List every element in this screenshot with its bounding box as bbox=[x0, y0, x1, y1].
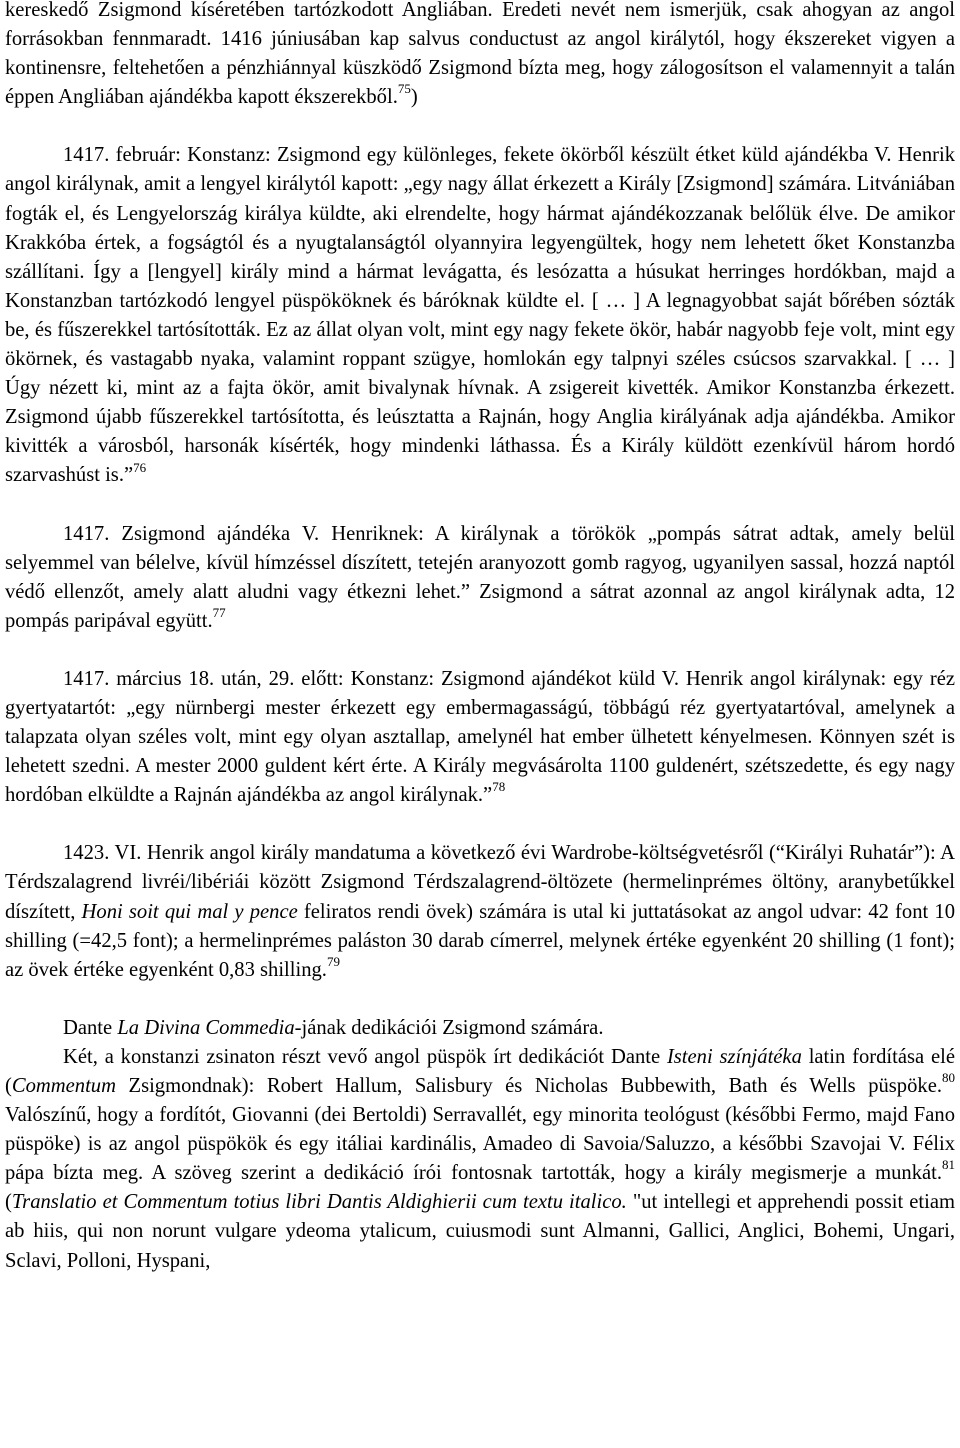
italic-text: Honi soit qui mal y pence bbox=[81, 900, 298, 923]
footnote-ref: 81 bbox=[942, 1157, 955, 1173]
text-run: 1417. március 18. után, 29. előtt: Konstanz: Zsigmond ajándékot küld V. Henrik angol királynak: egy réz gyertyatartót: „egy nürnbergi mester érkezett egy embermagasságú, többágú réz gyertyatartóval, amelynek a talapzata olyan széles volt, mint egy olyan asztallap, amelynél hat ember ülhetett kényelmesen. Könnyen szét is lehetett szedni. A mester 2000 guldent kért érte. A Király megvásárolta 1100 guldenért, szétszedette, és egy nagy hordóban elküldte a Rajnán ajándékba az angol királynak.” bbox=[5, 667, 955, 807]
paragraph-p6 bbox=[5, 1014, 955, 1043]
footnote-ref: 76 bbox=[133, 459, 147, 475]
italic-text: La Divina Commedia bbox=[117, 1016, 295, 1039]
text-run: latin fordítása elé ( bbox=[5, 1045, 955, 1097]
text-run: Zsigmondnak): Robert Hallum, Salisbury és Nicholas Bubbewith, Bath és Wells püspöke. bbox=[115, 1075, 942, 1097]
paragraph-p4 bbox=[5, 665, 955, 810]
footnote-ref: 80 bbox=[942, 1070, 955, 1086]
paragraph-p5 bbox=[5, 839, 955, 984]
text-run: Két, a konstanzi zsinaton részt vevő angol püspök írt dedikációt Dante bbox=[63, 1045, 667, 1068]
footnote-ref: 79 bbox=[326, 953, 340, 969]
text-run: 1423. VI. Henrik angol király mandatuma a következő évi Wardrobe-költségvetésről (“Királyi Ruhatár”): A Térdszalagrend livréi/libériái között Zsigmond Térdszalagrend-öltözete (hermelinprémes öltöny, aranybetűkkel díszített, bbox=[5, 842, 955, 923]
footnote-ref: 75 bbox=[397, 81, 411, 97]
italic-text: Isteni színjátéka bbox=[666, 1045, 802, 1068]
text-run: ) bbox=[410, 86, 418, 109]
text-run: Dante bbox=[63, 1016, 118, 1039]
text-run: -jának dedikációi Zsigmond számára. bbox=[294, 1016, 604, 1039]
text-run: 1417. február: Konstanz: Zsigmond egy különleges, fekete ökörből készült étket küld ajándékba V. Henrik angol királynak, amit a lengyel királytól kapott: „egy nagy állat érkezett a Király [Zsigmond] számára. Litvániában fogták el, és Lengyelország királya küldte, aki elrendelte, hogy hármat ajándékozzanak belőlük élve. De amikor Krakkóba értek, a fogságtól és a nyugtalanságtól olyannyira legyengültek, hogy nem lehetett őket Konstanzba szállítani. Így a [lengyel] király mind a hármat levágatta, és lesózatta a húsukat herringes hordókban, majd a Konstanzban tartózkodó lengyel püspököknek és báróknak küldte el. [ … ] A legnagyobbat saját bőrében sózták be, és fűszerekkel tartósították. Ez az állat olyan volt, mint egy nagy fekete ökör, habár nagyobb feje volt, mint egy ökörnek, és vastagabb nyaka, valamint roppant szügye, homlokán egy talpnyi széles csúcsos szarvakkal. [ … ] Úgy nézett ki, mint az a fajta ökör, amit bivalynak hívnak. A zsigereit kivették. Amikor Konstanzba érkezett. Zsigmond újabb fűszerekkel tartósította, és leúsztatta a Rajnán, hogy Anglia királyának adja ajándékba. Amikor kivitték a városból, harsonák kísérték, hogy mindenki láthassa. És a Király küldött ezenkívül három hordó szarvashúst is.” bbox=[5, 144, 955, 487]
paragraph-gap bbox=[5, 636, 955, 665]
paragraph-gap bbox=[5, 491, 955, 520]
text-run: Valószínű, hogy a fordítót, Giovanni (dei Bertoldi) Serravallét, egy minorita teológust (későbbi Fermo, majd Fano püspöke) is az angol püspökök és egy itáliai kardinális, Amadeo di Savoia/Saluzzo, a későbbi Szavojai V. Félix pápa bízta meg. A szöveg szerint a dedikáció írói fontosnak tartották, hogy a király megismerje a munkát. bbox=[5, 1104, 955, 1185]
paragraph-gap bbox=[5, 810, 955, 839]
paragraph-gap bbox=[5, 112, 955, 141]
paragraph-p3 bbox=[5, 520, 955, 636]
text-run: ( bbox=[5, 1191, 12, 1214]
paragraph-gap bbox=[5, 985, 955, 1014]
document-page bbox=[5, 0, 955, 1276]
paragraph-p7 bbox=[5, 1043, 955, 1276]
italic-text: Commentum bbox=[11, 1075, 116, 1097]
text-run: kereskedő Zsigmond kíséretében tartózkodott Angliában. Eredeti nevét nem ismerjük, csak ahogyan az angol forrásokban fennmaradt. 1416 júniusában kap salvus conductust az angol királytól, hogy ékszereket vigyen a kontinensre, feltehetően a pénzhiánnyal küszködő Zsigmond bízta meg, hogy zálogosítson el valamennyit a talán éppen Angliában ajándékba kapott ékszerekből. bbox=[5, 0, 955, 109]
paragraph-p1 bbox=[5, 0, 955, 112]
text-run: feliratos rendi övek) számára is utal ki juttatásokat az angol udvar: 42 font 10 shilling (=42,5 font); a hermelinprémes paláston 30 darab címerrel, melynek értéke egyenként 20 shilling (1 font); az övek értéke egyenként 0,83 shilling. bbox=[5, 900, 956, 981]
footnote-ref: 77 bbox=[212, 604, 226, 620]
text-run: 1417. Zsigmond ajándéka V. Henriknek: A királynak a törökök „pompás sátrat adtak, amely belül selyemmel van bélelve, kívül hímzéssel díszített, tetején aranyozott gomb ragyog, ugyanilyen sassal, hozzá naptól védő ellenzőt, amely alatt aludni vagy étkezni lehet.” Zsigmond a sátrat azonnal az angol királynak adta, 12 pompás paripával együtt. bbox=[5, 522, 955, 632]
italic-text: Translatio et Commentum totius libri Dantis Aldighierii cum textu italico. bbox=[11, 1191, 627, 1214]
paragraph-p2 bbox=[5, 141, 955, 490]
text-run: "ut intellegi et apprehendi possit etiam ab hiis, qui non norunt vulgare ydeoma ytalicum, cuiusmodi sunt Almanni, Gallici, Anglici, Bohemi, Ungari, Sclavi, Polloni, Hyspani, bbox=[5, 1191, 955, 1272]
footnote-ref: 78 bbox=[492, 779, 506, 795]
